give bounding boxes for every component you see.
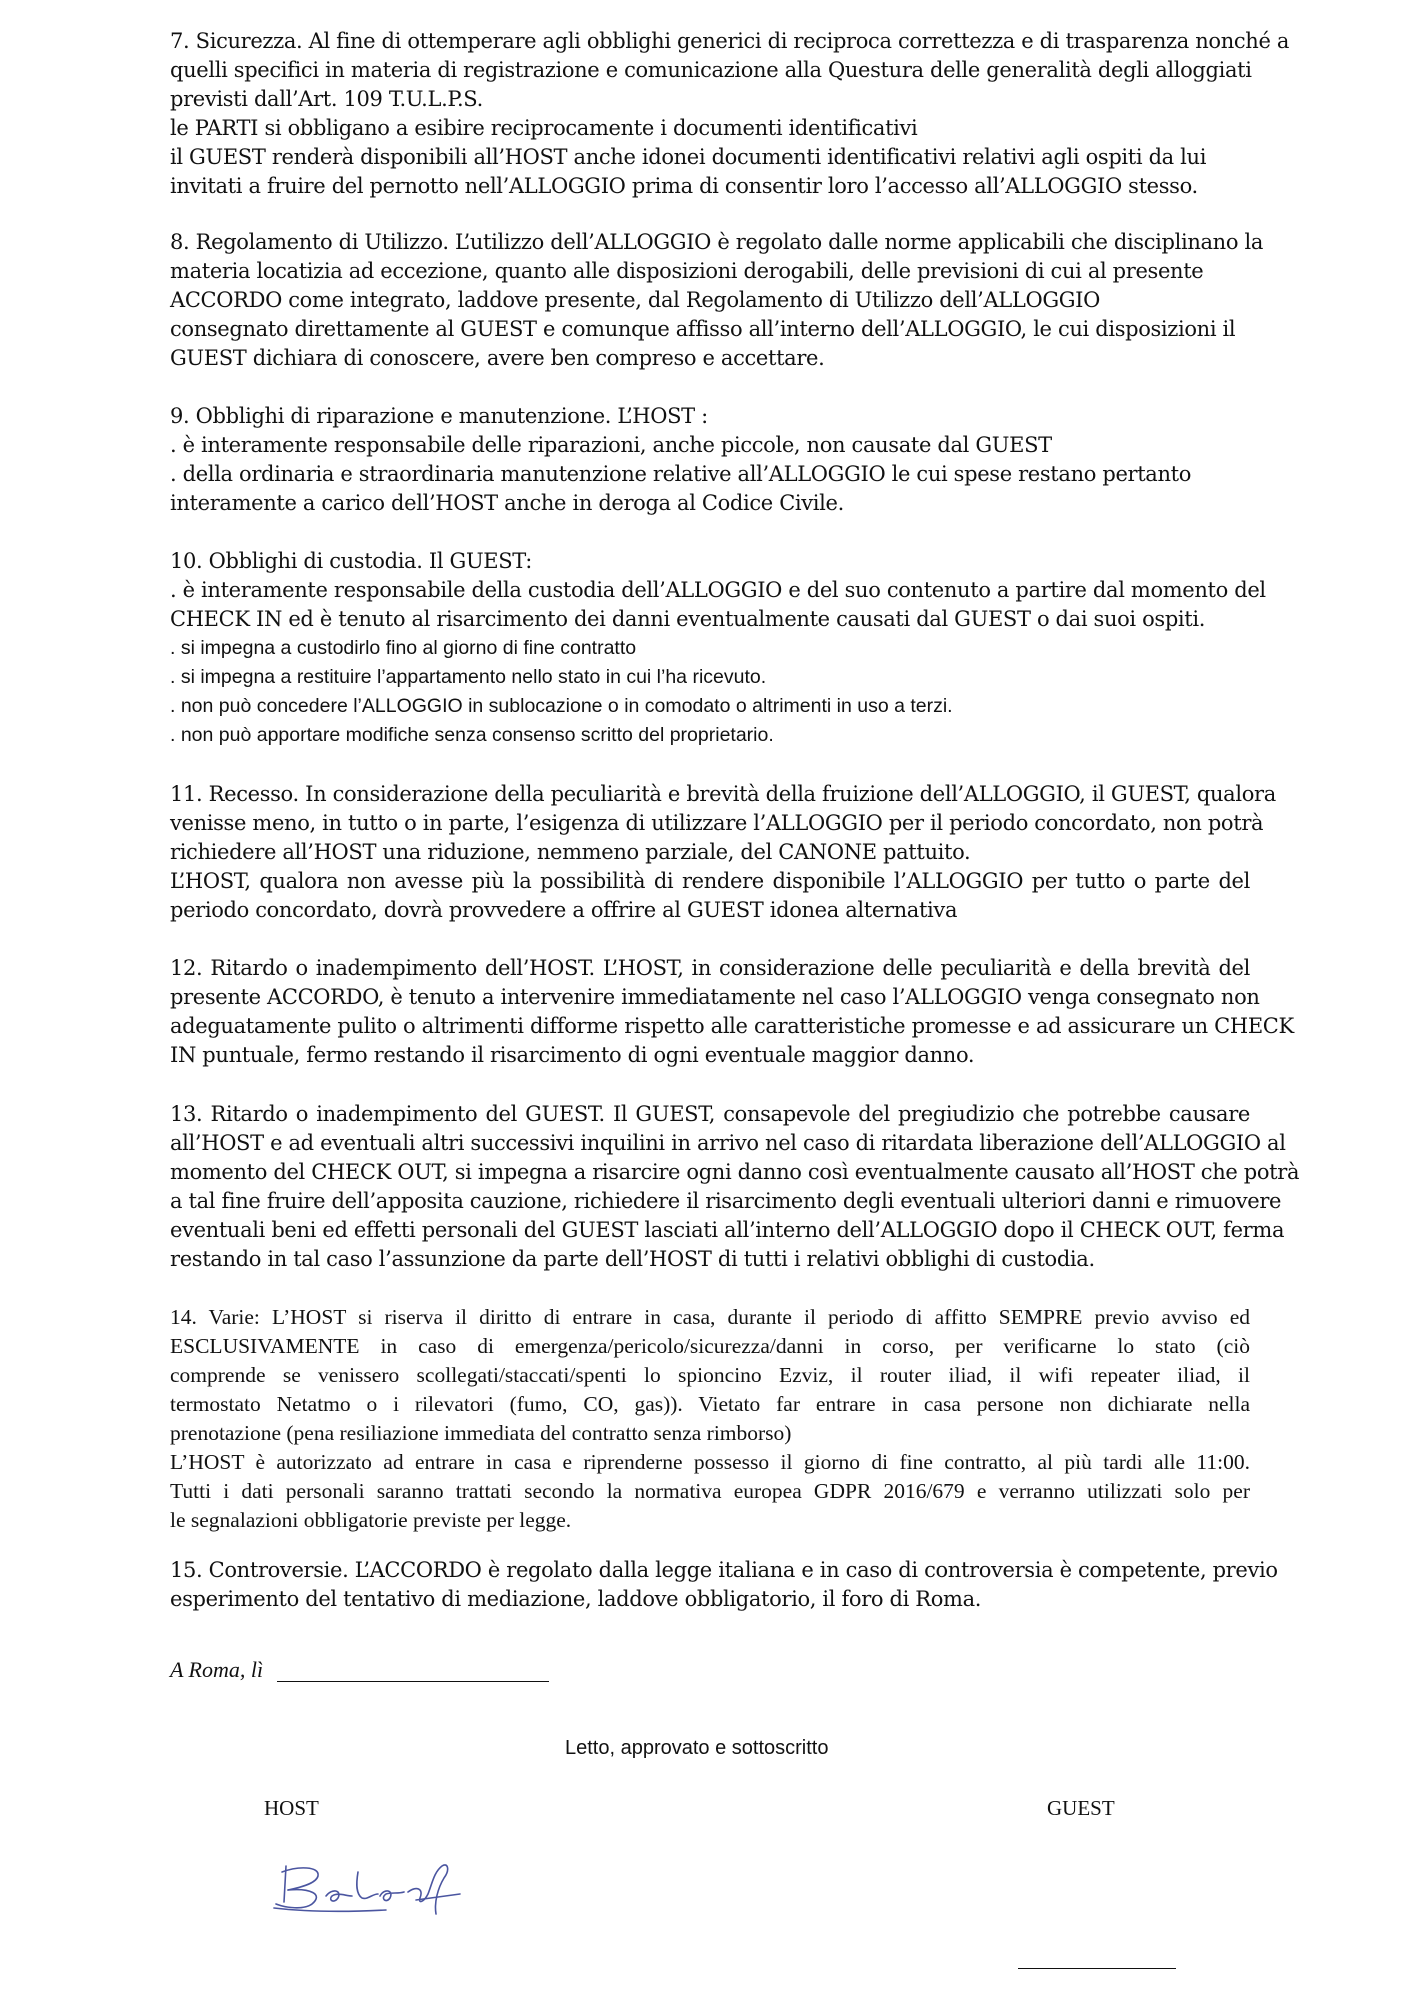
section-13-guest-delay (170, 1100, 1300, 1274)
text-line: L’HOST è autorizzato ad entrare in casa e riprenderne possesso il giorno di fine contratto, al più tardi alle 11:00. (170, 1450, 1250, 1474)
text-line: termostato Netatmo o i rilevatori (fumo, CO, gas)). Vietato far entrare in casa persone non dichiarate nella (170, 1392, 1250, 1416)
text-line: periodo concordato, dovrà provvedere a offrire al GUEST idonea alternativa (170, 898, 958, 922)
text-line: Tutti i dati personali saranno trattati secondo la normativa europea GDPR 2016/679 e verranno utilizzati solo per (170, 1479, 1250, 1503)
text-line: 9. Obblighi di riparazione e manutenzione. L’HOST : (170, 404, 708, 428)
text-line: . non può concedere l’ALLOGGIO in sublocazione o in comodato o altrimenti in uso a terzi. (170, 695, 953, 717)
section-10-custody (170, 547, 1266, 750)
text-line: . si impegna a restituire l’appartamento nello stato in cui l’ha ricevuto. (170, 666, 767, 688)
text-line: richiedere all’HOST una riduzione, nemmeno parziale, del CANONE pattuito. (170, 840, 971, 864)
text-line: ESCLUSIVAMENTE in caso di emergenza/pericolo/sicurezza/danni in corso, per verificarne lo stato (ciò (170, 1334, 1250, 1358)
section-11-withdrawal (170, 780, 1276, 925)
text-line: 10. Obblighi di custodia. Il GUEST: (170, 549, 532, 573)
text-line: a tal fine fruire dell’apposita cauzione, richiedere il risarcimento degli eventuali ulteriori danni e rimuovere (170, 1189, 1282, 1213)
text-line: previsti dall’Art. 109 T.U.L.P.S. (170, 87, 483, 111)
text-line: prenotazione (pena resiliazione immediata del contratto senza rimborso) (170, 1421, 792, 1445)
approval-statement: Letto, approvato e sottoscritto (565, 1737, 829, 1759)
text-line: . si impegna a custodirlo fino al giorno di fine contratto (170, 637, 637, 659)
section-7-security (170, 27, 1290, 201)
text-line: 15. Controversie. L’ACCORDO è regolato dalla legge italiana e in caso di controversia è competente, previo (170, 1558, 1278, 1582)
text-line: . è interamente responsabile della custodia dell’ALLOGGIO e del suo contenuto a partire dal momento del (170, 578, 1266, 602)
text-line: comprende se venissero scollegati/staccati/spenti lo spioncino Ezviz, il router iliad, il wifi repeater iliad, il (170, 1363, 1250, 1387)
host-handwritten-signature (268, 1852, 468, 1922)
text-line: adeguatamente pulito o altrimenti difforme rispetto alle caratteristiche promesse e ad assicurare un CHECK (170, 1014, 1294, 1038)
text-line: 7. Sicurezza. Al fine di ottemperare agli obblighi generici di reciproca correttezza e di trasparenza nonché a (170, 29, 1290, 53)
text-line: 11. Recesso. In considerazione della peculiarità e brevità della fruizione dell’ALLOGGIO, il GUEST, qualora (170, 782, 1276, 806)
section-12-host-delay (170, 954, 1294, 1070)
text-line: . è interamente responsabile delle riparazioni, anche piccole, non causate dal GUEST (170, 433, 1052, 457)
text-line: interamente a carico dell’HOST anche in deroga al Codice Civile. (170, 491, 844, 515)
text-line: 13. Ritardo o inadempimento del GUEST. Il GUEST, consapevole del pregiudizio che potrebbe causare (170, 1102, 1250, 1126)
text-line: momento del CHECK OUT, si impegna a risarcire ogni danno così eventualmente causato all’HOST che potrà (170, 1160, 1300, 1184)
text-line: 8. Regolamento di Utilizzo. L’utilizzo dell’ALLOGGIO è regolato dalle norme applicabili che disciplinano la (170, 230, 1264, 254)
text-line: ACCORDO come integrato, laddove presente, dal Regolamento di Utilizzo dell’ALLOGGIO (170, 288, 1100, 312)
place-date-label: A Roma, lì (170, 1657, 264, 1682)
text-line: quelli specifici in materia di registrazione e comunicazione alla Questura delle generalità degli alloggiati (170, 58, 1252, 82)
text-line: GUEST dichiara di conoscere, avere ben compreso e accettare. (170, 346, 825, 370)
section-8-usage-rules (170, 228, 1264, 373)
text-line: materia locatizia ad eccezione, quanto alle disposizioni derogabili, delle previsioni di cui al presente (170, 259, 1204, 283)
text-line: venisse meno, in tutto o in parte, l’esigenza di utilizzare l’ALLOGGIO per il periodo concordato, non potrà (170, 811, 1264, 835)
text-line: L’HOST, qualora non avesse più la possibilità di rendere disponibile l’ALLOGGIO per tutto o parte del (170, 869, 1250, 893)
guest-signature-line (1018, 1968, 1176, 1969)
host-signature-label: HOST (264, 1796, 319, 1820)
section-9-repairs (170, 402, 1250, 518)
text-line: CHECK IN ed è tenuto al risarcimento dei danni eventualmente causati dal GUEST o dai suoi ospiti. (170, 607, 1206, 631)
text-line: IN puntuale, fermo restando il risarcimento di ogni eventuale maggior danno. (170, 1043, 975, 1067)
text-line: esperimento del tentativo di mediazione, laddove obbligatorio, il foro di Roma. (170, 1587, 982, 1611)
text-line: le PARTI si obbligano a esibire reciprocamente i documenti identificativi (170, 116, 918, 140)
section-15-disputes (170, 1556, 1278, 1614)
text-line: eventuali beni ed effetti personali del GUEST lasciati all’interno dell’ALLOGGIO dopo il CHECK OUT, ferma (170, 1218, 1285, 1242)
text-line: 14. Varie: L’HOST si riserva il diritto di entrare in casa, durante il periodo di affitto SEMPRE previo avviso ed (170, 1305, 1250, 1329)
text-line: le segnalazioni obbligatorie previste per legge. (170, 1508, 572, 1532)
text-line: . della ordinaria e straordinaria manutenzione relative all’ALLOGGIO le cui spese restano pertanto (170, 462, 1192, 486)
date-blank-line (277, 1681, 549, 1682)
text-line: . non può apportare modifiche senza consenso scritto del proprietario. (170, 724, 774, 746)
text-line: presente ACCORDO, è tenuto a intervenire immediatamente nel caso l’ALLOGGIO venga consegnato non (170, 985, 1260, 1009)
guest-signature-label: GUEST (1047, 1796, 1115, 1820)
text-line: invitati a fruire del pernotto nell’ALLOGGIO prima di consentir loro l’accesso all’ALLOGGIO stesso. (170, 174, 1198, 198)
text-line: all’HOST e ad eventuali altri successivi inquilini in arrivo nel caso di ritardata liberazione dell’ALLOGGIO al (170, 1131, 1286, 1155)
text-line: il GUEST renderà disponibili all’HOST anche idonei documenti identificativi relativi agli ospiti da lui (170, 145, 1207, 169)
text-line: 12. Ritardo o inadempimento dell’HOST. L’HOST, in considerazione delle peculiarità e della brevità del (170, 956, 1250, 980)
text-line: consegnato direttamente al GUEST e comunque affisso all’interno dell’ALLOGGIO, le cui disposizioni il (170, 317, 1236, 341)
section-14-miscellaneous (170, 1303, 1250, 1535)
text-line: restando in tal caso l’assunzione da parte dell’HOST di tutti i relativi obblighi di custodia. (170, 1247, 1095, 1271)
